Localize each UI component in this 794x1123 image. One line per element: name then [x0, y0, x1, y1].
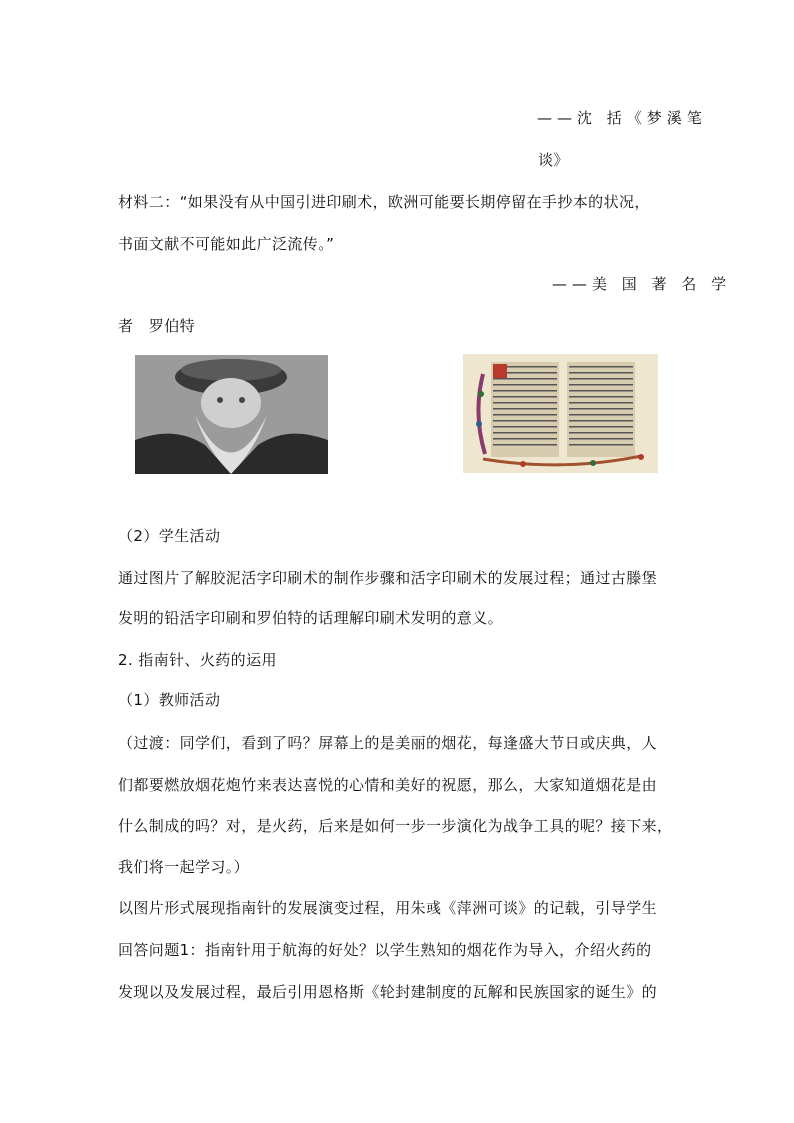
paragraph-line: 通过图片了解胶泥活字印刷术的制作步骤和活字印刷术的发展过程；通过古滕堡	[118, 569, 658, 587]
paragraph-line: （过渡：同学们，看到了吗？屏幕上的是美丽的烟花，每逢盛大节日或庆典，人	[118, 734, 658, 752]
gutenberg-portrait-image	[135, 355, 328, 474]
paragraph-line: 我们将一起学习。）	[118, 858, 250, 876]
citation-shen-kuo-line2: 谈》	[538, 151, 569, 169]
section-teacher-activity: （1）教师活动	[118, 691, 221, 709]
paragraph-line: 发现以及发展过程，最后引用恩格斯《轮封建制度的瓦解和民族国家的诞生》的	[118, 983, 658, 1001]
material-two-line1: 材料二：“如果没有从中国引进印刷术，欧洲可能要长期停留在手抄本的状况，	[118, 193, 650, 211]
section-student-activity: （2）学生活动	[118, 527, 221, 545]
citation-shen-kuo-line1: ——沈 括《梦溪笔	[537, 109, 707, 127]
citation-robert-line1: ——美 国 著 名 学	[552, 275, 732, 293]
citation-robert-line2: 者 罗伯特	[118, 317, 196, 335]
section-compass-gunpowder: 2. 指南针、火药的运用	[118, 651, 277, 669]
paragraph-line: 什么制成的吗？对，是火药，后来是如何一步一步演化为战争工具的呢？接下来，	[118, 817, 673, 835]
paragraph-line: 以图片形式展现指南针的发展演变过程，用朱彧《萍洲可谈》的记载，引导学生	[118, 899, 658, 917]
paragraph-line: 发明的铅活字印刷和罗伯特的话理解印刷术发明的意义。	[118, 609, 504, 627]
paragraph-line: 回答问题1：指南针用于航海的好处？以学生熟知的烟花作为导入，介绍火药的	[118, 941, 652, 959]
gutenberg-bible-page-image	[463, 354, 658, 473]
material-two-line2: 书面文献不可能如此广泛流传。”	[118, 235, 335, 253]
paragraph-line: 们都要燃放烟花炮竹来表达喜悦的心情和美好的祝愿，那么，大家知道烟花是由	[118, 776, 658, 794]
